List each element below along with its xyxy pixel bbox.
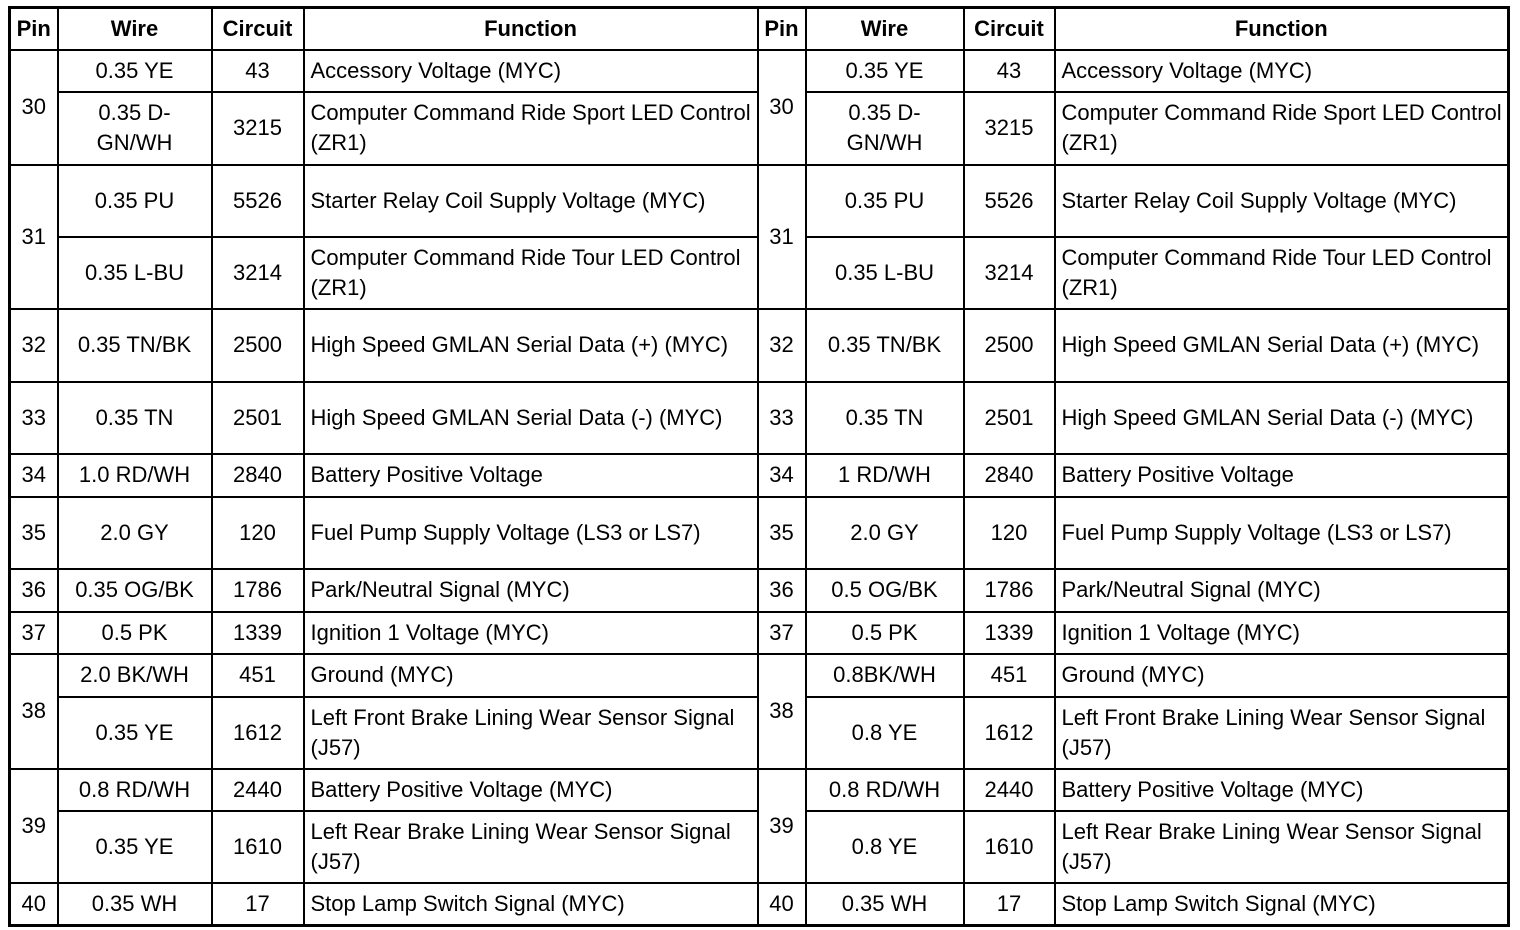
wire-cell: 2.0 GY <box>58 497 212 569</box>
function-cell: Accessory Voltage (MYC) <box>1055 50 1509 92</box>
wire-cell: 0.35 L-BU <box>806 237 964 309</box>
wire-cell: 0.8 YE <box>806 697 964 769</box>
wire-cell: 0.35 YE <box>58 811 212 883</box>
header-function: Function <box>1055 8 1509 50</box>
header-pin: Pin <box>758 8 806 50</box>
header-function: Function <box>304 8 758 50</box>
function-cell: Computer Command Ride Tour LED Control (ZR1) <box>304 237 758 309</box>
pin-cell: 36 <box>758 569 806 612</box>
wire-cell: 1 RD/WH <box>806 454 964 497</box>
circuit-cell: 2840 <box>212 454 304 497</box>
pin-cell: 31 <box>10 165 58 309</box>
circuit-cell: 43 <box>212 50 304 92</box>
wire-cell: 0.8 RD/WH <box>806 769 964 811</box>
function-cell: Fuel Pump Supply Voltage (LS3 or LS7) <box>304 497 758 569</box>
circuit-cell: 1612 <box>964 697 1055 769</box>
function-cell: Ignition 1 Voltage (MYC) <box>1055 612 1509 654</box>
circuit-cell: 1339 <box>212 612 304 654</box>
function-cell: Park/Neutral Signal (MYC) <box>304 569 758 612</box>
pin-cell: 40 <box>10 883 58 926</box>
circuit-cell: 1786 <box>212 569 304 612</box>
pin-cell: 35 <box>758 497 806 569</box>
function-cell: Computer Command Ride Tour LED Control (ZR1) <box>1055 237 1509 309</box>
table-row <box>10 569 1509 612</box>
function-cell: Computer Command Ride Sport LED Control (ZR1) <box>304 92 758 165</box>
wire-cell: 0.35 PU <box>58 165 212 237</box>
pin-cell: 31 <box>758 165 806 309</box>
wire-cell: 0.35 D-GN/WH <box>806 92 964 165</box>
pin-cell: 40 <box>758 883 806 926</box>
pin-cell: 30 <box>10 50 58 165</box>
table-row <box>10 165 1509 237</box>
wire-cell: 0.5 PK <box>806 612 964 654</box>
circuit-cell: 2440 <box>964 769 1055 811</box>
pin-cell: 33 <box>758 382 806 454</box>
table-row <box>10 883 1509 926</box>
function-cell: Left Front Brake Lining Wear Sensor Signal (J57) <box>304 697 758 769</box>
circuit-cell: 3214 <box>964 237 1055 309</box>
circuit-cell: 5526 <box>212 165 304 237</box>
function-cell: Ground (MYC) <box>1055 654 1509 697</box>
pin-cell: 33 <box>10 382 58 454</box>
wire-cell: 2.0 BK/WH <box>58 654 212 697</box>
header-wire: Wire <box>806 8 964 50</box>
wire-cell: 2.0 GY <box>806 497 964 569</box>
wire-cell: 0.35 L-BU <box>58 237 212 309</box>
function-cell: Battery Positive Voltage (MYC) <box>1055 769 1509 811</box>
pin-cell: 37 <box>758 612 806 654</box>
function-cell: Ignition 1 Voltage (MYC) <box>304 612 758 654</box>
function-cell: Battery Positive Voltage <box>1055 454 1509 497</box>
wire-cell: 0.35 TN <box>58 382 212 454</box>
pin-cell: 35 <box>10 497 58 569</box>
circuit-cell: 1339 <box>964 612 1055 654</box>
pin-cell: 39 <box>758 769 806 883</box>
pin-table <box>8 6 1510 927</box>
table-row <box>10 454 1509 497</box>
wire-cell: 0.35 YE <box>58 697 212 769</box>
circuit-cell: 2500 <box>212 309 304 382</box>
function-cell: Left Front Brake Lining Wear Sensor Signal (J57) <box>1055 697 1509 769</box>
function-cell: Ground (MYC) <box>304 654 758 697</box>
pin-cell: 39 <box>10 769 58 883</box>
function-cell: High Speed GMLAN Serial Data (-) (MYC) <box>304 382 758 454</box>
wire-cell: 0.35 D-GN/WH <box>58 92 212 165</box>
pin-cell: 37 <box>10 612 58 654</box>
wire-cell: 0.35 TN/BK <box>58 309 212 382</box>
table-row <box>10 50 1509 92</box>
wire-cell: 0.35 YE <box>806 50 964 92</box>
function-cell: Park/Neutral Signal (MYC) <box>1055 569 1509 612</box>
circuit-cell: 120 <box>964 497 1055 569</box>
pin-cell: 38 <box>758 654 806 769</box>
circuit-cell: 1610 <box>212 811 304 883</box>
circuit-cell: 451 <box>964 654 1055 697</box>
circuit-cell: 3215 <box>964 92 1055 165</box>
function-cell: Battery Positive Voltage (MYC) <box>304 769 758 811</box>
function-cell: Fuel Pump Supply Voltage (LS3 or LS7) <box>1055 497 1509 569</box>
circuit-cell: 2840 <box>964 454 1055 497</box>
table-row <box>10 382 1509 454</box>
circuit-cell: 1786 <box>964 569 1055 612</box>
function-cell: High Speed GMLAN Serial Data (+) (MYC) <box>1055 309 1509 382</box>
function-cell: Computer Command Ride Sport LED Control (ZR1) <box>1055 92 1509 165</box>
wire-cell: 0.5 OG/BK <box>806 569 964 612</box>
circuit-cell: 3214 <box>212 237 304 309</box>
circuit-cell: 17 <box>964 883 1055 926</box>
wire-cell: 0.35 TN/BK <box>806 309 964 382</box>
header-row <box>10 8 1509 50</box>
pin-cell: 32 <box>10 309 58 382</box>
function-cell: Battery Positive Voltage <box>304 454 758 497</box>
wire-cell: 0.8 RD/WH <box>58 769 212 811</box>
header-pin: Pin <box>10 8 58 50</box>
wire-cell: 0.8BK/WH <box>806 654 964 697</box>
pin-cell: 36 <box>10 569 58 612</box>
circuit-cell: 1610 <box>964 811 1055 883</box>
function-cell: High Speed GMLAN Serial Data (+) (MYC) <box>304 309 758 382</box>
table-row <box>10 309 1509 382</box>
pin-cell: 34 <box>758 454 806 497</box>
wire-cell: 0.35 OG/BK <box>58 569 212 612</box>
circuit-cell: 17 <box>212 883 304 926</box>
wire-cell: 0.35 WH <box>806 883 964 926</box>
function-cell: Accessory Voltage (MYC) <box>304 50 758 92</box>
wire-cell: 0.8 YE <box>806 811 964 883</box>
circuit-cell: 3215 <box>212 92 304 165</box>
header-wire: Wire <box>58 8 212 50</box>
circuit-cell: 5526 <box>964 165 1055 237</box>
function-cell: Stop Lamp Switch Signal (MYC) <box>304 883 758 926</box>
function-cell: Starter Relay Coil Supply Voltage (MYC) <box>304 165 758 237</box>
pin-cell: 32 <box>758 309 806 382</box>
circuit-cell: 43 <box>964 50 1055 92</box>
pin-cell: 30 <box>758 50 806 165</box>
circuit-cell: 2500 <box>964 309 1055 382</box>
wire-cell: 0.35 WH <box>58 883 212 926</box>
header-circuit: Circuit <box>212 8 304 50</box>
wire-cell: 0.35 PU <box>806 165 964 237</box>
table-row <box>10 769 1509 811</box>
circuit-cell: 1612 <box>212 697 304 769</box>
circuit-cell: 2501 <box>964 382 1055 454</box>
circuit-cell: 2501 <box>212 382 304 454</box>
table-row <box>10 497 1509 569</box>
table-row <box>10 612 1509 654</box>
wire-cell: 1.0 RD/WH <box>58 454 212 497</box>
wire-cell: 0.35 YE <box>58 50 212 92</box>
function-cell: Starter Relay Coil Supply Voltage (MYC) <box>1055 165 1509 237</box>
wire-cell: 0.35 TN <box>806 382 964 454</box>
table-row <box>10 654 1509 697</box>
wire-cell: 0.5 PK <box>58 612 212 654</box>
function-cell: Left Rear Brake Lining Wear Sensor Signal (J57) <box>304 811 758 883</box>
function-cell: High Speed GMLAN Serial Data (-) (MYC) <box>1055 382 1509 454</box>
header-circuit: Circuit <box>964 8 1055 50</box>
circuit-cell: 451 <box>212 654 304 697</box>
pin-cell: 38 <box>10 654 58 769</box>
function-cell: Stop Lamp Switch Signal (MYC) <box>1055 883 1509 926</box>
function-cell: Left Rear Brake Lining Wear Sensor Signal (J57) <box>1055 811 1509 883</box>
pin-cell: 34 <box>10 454 58 497</box>
circuit-cell: 2440 <box>212 769 304 811</box>
circuit-cell: 120 <box>212 497 304 569</box>
